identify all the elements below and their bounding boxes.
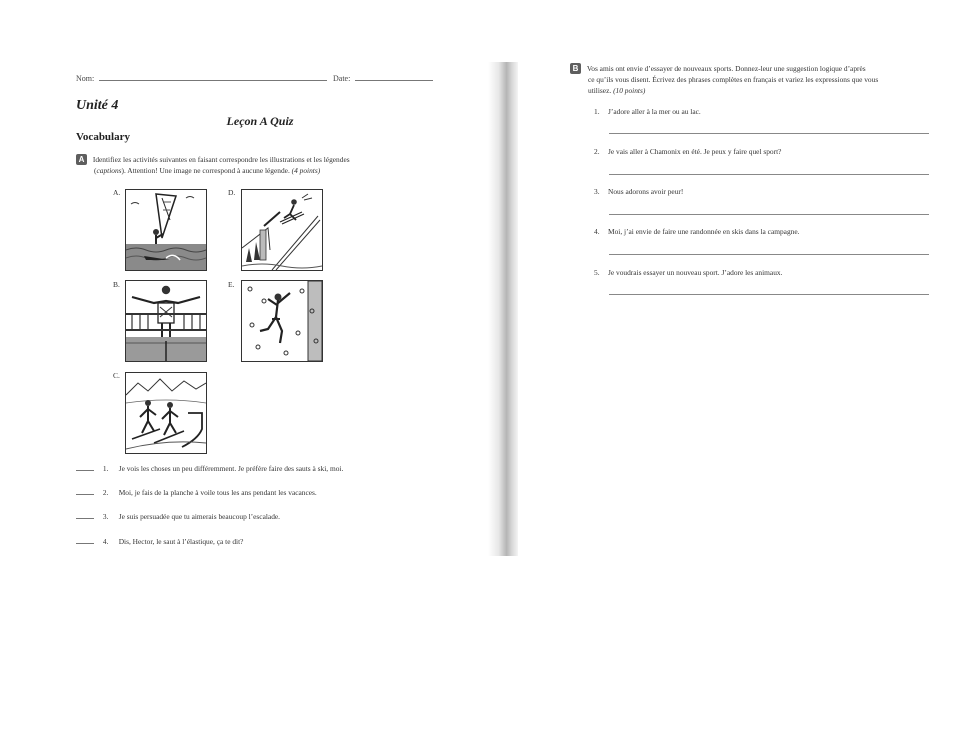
- caption-row: 2. Moi, je fais de la planche à voile tous les ans pendant les vacances.: [76, 488, 317, 497]
- bungee-jumping-illustration: [125, 280, 207, 362]
- unit-title: Unité 4: [76, 98, 119, 113]
- book-gutter-shadow: [488, 62, 518, 556]
- part-b-points: (10 points): [613, 86, 646, 95]
- part-a-instr-line1: Identifiez les activités suivantes en faisant correspondre les illustrations et les légendes: [92, 155, 350, 164]
- part-b-instr-line3: utilisez. (10 points): [588, 86, 646, 95]
- part-a-badge: A: [76, 154, 87, 165]
- part-b-instructions: [570, 63, 866, 74]
- image-label-a: A.: [113, 188, 121, 197]
- image-label-c: C.: [113, 371, 120, 380]
- date-field: [333, 74, 433, 83]
- part-a-points: (4 points): [291, 166, 321, 175]
- quiz-title: Leçon A Quiz: [226, 114, 294, 128]
- captions-em: captions: [96, 166, 122, 175]
- answer-line-1[interactable]: [609, 133, 929, 134]
- match-blank-3[interactable]: [76, 518, 94, 519]
- name-field: [76, 74, 327, 83]
- question-4: 4. Moi, j’ai envie de faire une randonnée en skis dans la campagne.: [594, 227, 800, 236]
- caption-row: 3. Je suis persuadée que tu aimerais beaucoup l’escalade.: [76, 512, 280, 521]
- image-label-e: E.: [228, 280, 235, 289]
- image-label-d: D.: [228, 188, 236, 197]
- ski-jump-illustration: [241, 189, 323, 271]
- windsurfing-illustration: [125, 189, 207, 271]
- part-b-instr-line2: ce qu’ils vous disent. Écrivez des phrases complètes en français et variez les expressions que vous: [588, 75, 879, 84]
- image-label-b: B.: [113, 280, 120, 289]
- question-3: 3. Nous adorons avoir peur!: [594, 187, 684, 196]
- caption-row: 1. Je vois les choses un peu différemment. Je préfère faire des sauts à ski, moi.: [76, 464, 343, 473]
- part-b-badge: B: [570, 63, 581, 74]
- question-1: 1. J’adore aller à la mer ou au lac.: [594, 107, 701, 116]
- section-title: Vocabulary: [76, 131, 130, 143]
- caption-row: 4. Dis, Hector, le saut à l’élastique, ça te dit?: [76, 537, 243, 546]
- question-5: 5. Je voudrais essayer un nouveau sport. J’adore les animaux.: [594, 268, 783, 277]
- caption-text-2: Moi, je fais de la planche à voile tous les ans pendant les vacances.: [118, 488, 317, 497]
- cross-country-skiing-illustration: [125, 372, 207, 454]
- match-blank-4[interactable]: [76, 543, 94, 544]
- match-blank-2[interactable]: [76, 494, 94, 495]
- caption-text-3: Je suis persuadée que tu aimerais beaucoup l’escalade.: [118, 512, 281, 521]
- answer-line-3[interactable]: [609, 214, 929, 215]
- date-label: Date:: [333, 74, 351, 83]
- name-label: Nom:: [76, 74, 95, 83]
- answer-line-2[interactable]: [609, 174, 929, 175]
- part-a-instructions-2: (captions). Attention! Une image ne correspond à aucune légende. (4 points): [94, 166, 321, 175]
- part-a-instructions: [76, 154, 350, 165]
- answer-line-5[interactable]: [609, 294, 929, 295]
- match-blank-1[interactable]: [76, 470, 94, 471]
- part-b-instr-line1: Vos amis ont envie d’essayer de nouveaux sports. Donnez-leur une suggestion logique d’après: [586, 64, 866, 73]
- date-blank[interactable]: [355, 79, 433, 81]
- name-blank[interactable]: [99, 79, 327, 81]
- caption-text-1: Je vois les choses un peu différemment. Je préfère faire des sauts à ski, moi.: [118, 464, 344, 473]
- question-2: 2. Je vais aller à Chamonix en été. Je peux y faire quel sport?: [594, 147, 782, 156]
- climbing-illustration: [241, 280, 323, 362]
- answer-line-4[interactable]: [609, 254, 929, 255]
- caption-text-4: Dis, Hector, le saut à l’élastique, ça te dit?: [118, 537, 244, 546]
